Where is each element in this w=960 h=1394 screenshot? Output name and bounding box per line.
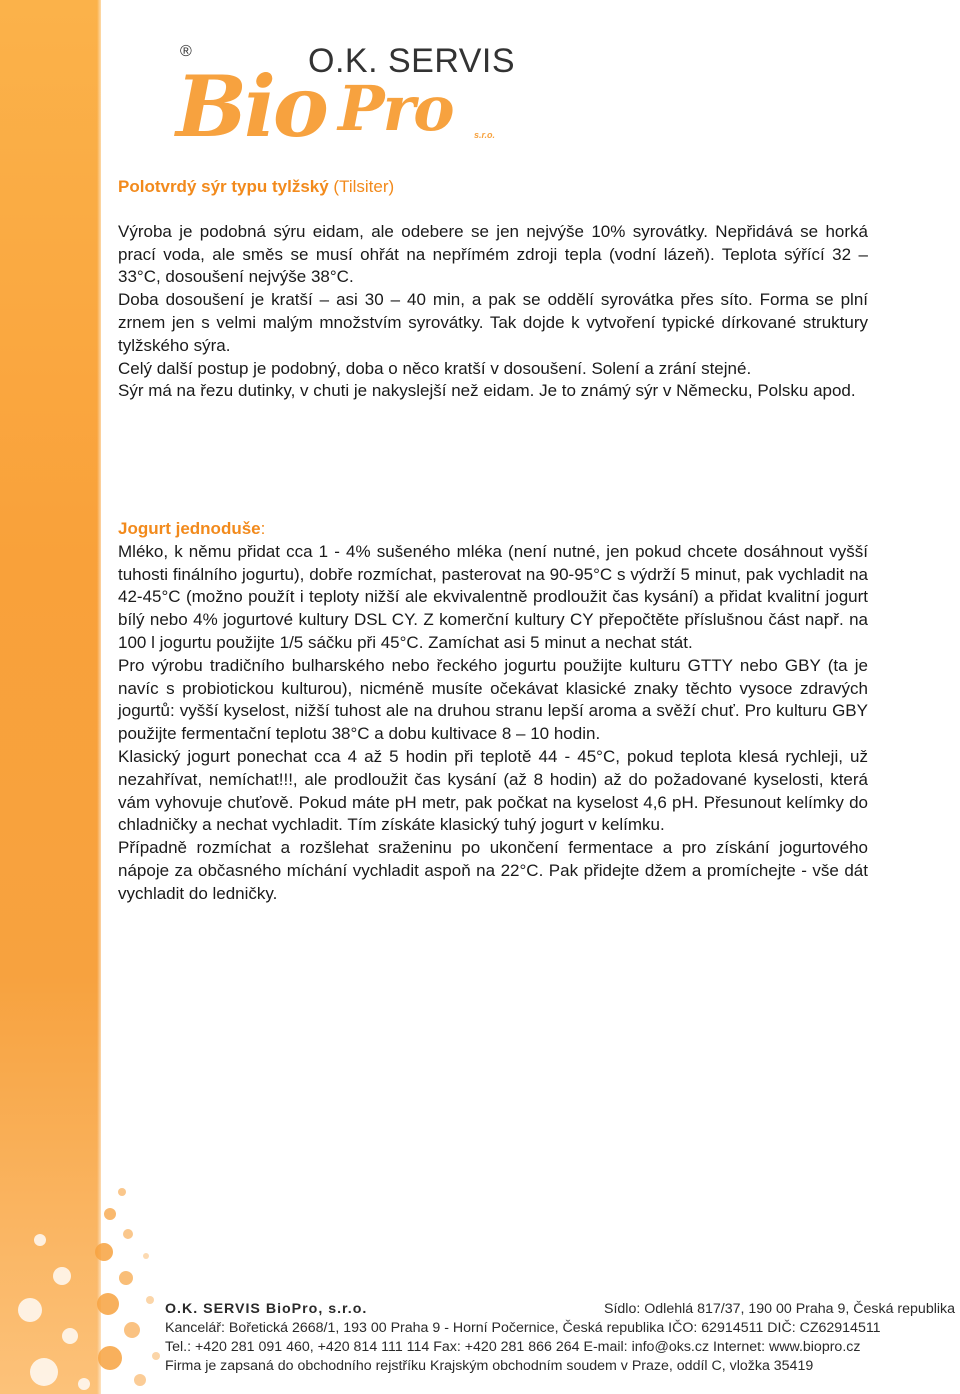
- footer-company-name: O.K. SERVIS BioPro, s.r.o.: [165, 1301, 368, 1317]
- logo-bio: Bio: [176, 57, 326, 148]
- heading-bold-part: Jogurt jednoduše: [118, 519, 261, 538]
- paragraph: Mléko, k němu přidat cca 1 - 4% sušeného mléka (není nutné, jen pokud chcete dosáhnout vyšší tuhosti finálního jogurtu), dobře rozmíchat, pasterovat na 90-95°C s výdrží 5 minut, pak vychladit na 42-45°C (možno použít i teploty nižší ale ekvivalentně prodloužit čas kysání) a přidat kvalitní jogurt bílý nebo 4% jogurtové kultury DSL CY. Z komerční kultury CY přepočtěte příslušnou část např. na 100 l jogurtu použijte 1/5 sáčku při 45°C. Zamíchat asi 5 minut a nechat stát.: [118, 541, 868, 652]
- company-footer: [165, 1300, 955, 1376]
- footer-office: Kancelář: Bořetická 2668/1, 193 00 Praha 9 - Horní Počernice, Česká republika IČO: 62914511 DIČ: CZ62914511: [165, 1320, 881, 1336]
- footer-registration: Firma je zapsaná do obchodního rejstříku Krajským obchodním soudem v Praze, oddíl C, vložka 35419: [165, 1358, 814, 1374]
- section-jogurt-heading: [118, 518, 868, 541]
- footer-line-3: [165, 1338, 955, 1357]
- paragraph: Doba dosoušení je kratší – asi 30 – 40 min, a pak se oddělí syrovátka přes síto. Forma se plní zrnem jen s velmi malým množstvím syrovátky. Tak dojde k vytvoření typické dírkované struktury tylžského sýra.: [118, 290, 868, 355]
- paragraph: Klasický jogurt ponechat cca 4 až 5 hodin při teplotě 44 - 45°C, pokud teplota klesá rychleji, už nezahřívat, nemíchat!!!, ale prodloužit čas kysání (až 8 hodin) až do požadované kyselosti, která vám vyhovuje chuťově. Pokud máte pH metr, pak počkat na kyselost 4,6 pH. Přesunout kelímky do chladničky a nechat vychladit. Tím získáte klasický tuhý jogurt v kelímku.: [118, 746, 868, 835]
- paragraph: Celý další postup je podobný, doba o něco kratší v dosoušení. Solení a zrání stejné.: [118, 358, 752, 378]
- footer-line-2: [165, 1319, 955, 1338]
- heading-rest-part: (Tilsiter): [328, 177, 395, 196]
- paragraph: Pro výrobu tradičního bulharského nebo řeckého jogurtu použijte kulturu GTTY nebo GBY (ta je navíc s probiotickou kulturou), nicméně musíte očekávat klasické znaky těchto vysoce zdravých jogurtů: vyšší kyselost, nižší tuhost ale na druhou stranu lepší aroma a svěží chuť. Pro kulturu GBY použijte fermentační teplotu 38°C a dobu kultivace 8 – 10 hodin.: [118, 655, 868, 744]
- paragraph: Sýr má na řezu dutinky, v chuti je nakyslejší než eidam. Je to známý sýr v Německu, Polsku apod.: [118, 381, 856, 401]
- logo-suffix: s.r.o.: [474, 130, 496, 140]
- footer-line-4: [165, 1357, 955, 1376]
- footer-line-1: [165, 1300, 955, 1319]
- paragraph: Případně rozmíchat a rozšlehat sraženinu po ukončení fermentace a pro získání jogurtového nápoje za občasného míchání vychladit aspoň na 22°C. Pak přidejte džem a promíchejte - vše dát vychladit do ledničky.: [118, 838, 868, 903]
- biopro-logo: [168, 38, 518, 148]
- footer-contacts: Tel.: +420 281 091 460, +420 814 111 114 Fax: +420 281 866 264 E-mail: info@oks.cz Internet: www.biopro.cz: [165, 1339, 861, 1355]
- registered-mark: ®: [180, 43, 192, 60]
- section-tilsiter-heading: [118, 176, 868, 199]
- section-jogurt: [118, 518, 868, 906]
- logo-company-name: O.K. SERVIS: [308, 42, 516, 80]
- paragraph: Výroba je podobná sýru eidam, ale odebere se jen nejvýše 10% syrovátky. Nepřidává se horká prací voda, ale směs se musí ohřát na nepřímém zdroji tepla (vodní lázeň). Teplota sýřící 32 – 33°C, dosoušení nejvýše 38°C.: [118, 221, 868, 287]
- heading-bold-part: Polotvrdý sýr typu tylžský: [118, 177, 329, 196]
- heading-rest-part: :: [260, 519, 266, 538]
- section-tilsiter: [118, 176, 868, 403]
- logo-pro: Pro: [338, 72, 453, 145]
- footer-address: Sídlo: Odlehlá 817/37, 190 00 Praha 9, Česká republika: [604, 1301, 955, 1317]
